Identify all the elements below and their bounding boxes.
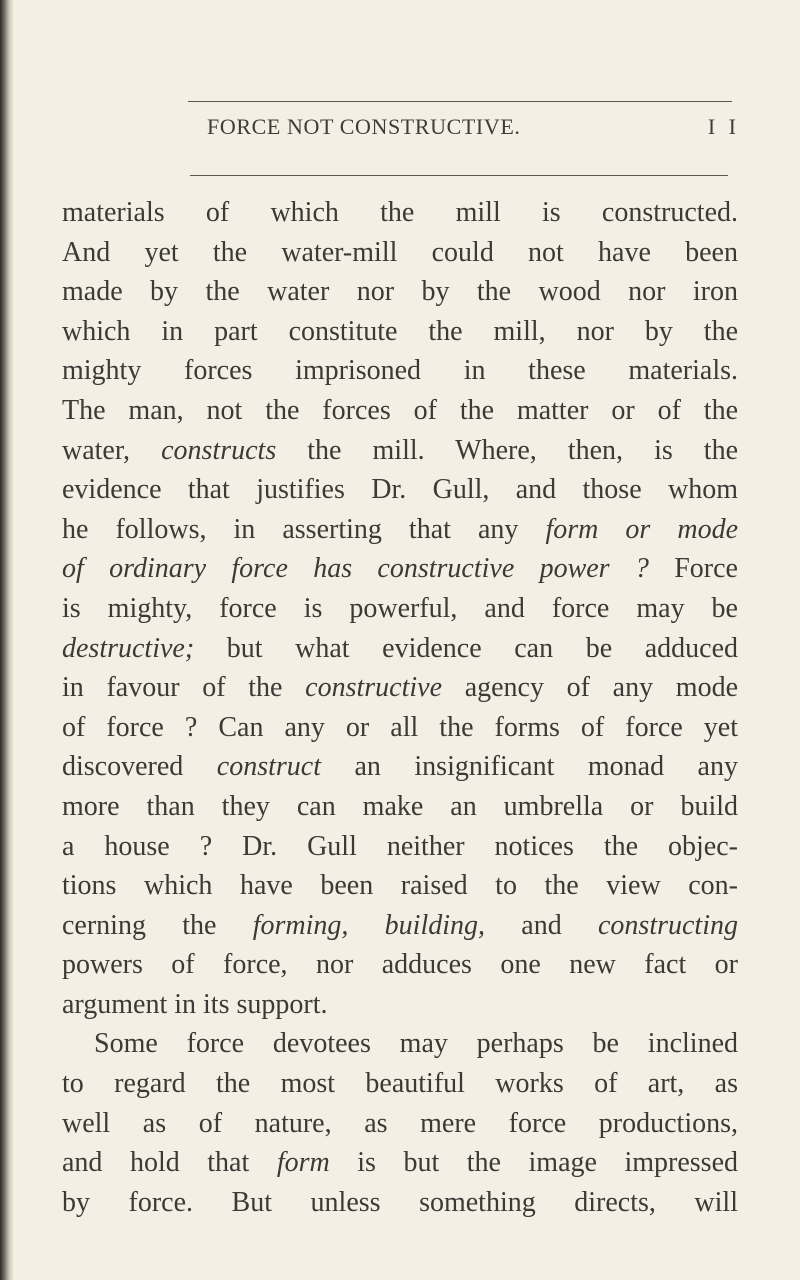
running-head <box>160 114 740 154</box>
text-line: by force. But unless something directs, will <box>62 1186 738 1218</box>
text-line: and hold that form is but the image impressed <box>62 1147 739 1179</box>
text-line: And yet the water-mill could not have been <box>62 236 738 268</box>
text-line: discovered construct an insignificant monad any <box>62 751 738 783</box>
text-line: he follows, in asserting that any form or mode <box>62 513 738 545</box>
text-line: made by the water nor by the wood nor iron <box>62 276 738 308</box>
page-number: I I <box>707 114 740 139</box>
text-line: well as of nature, as mere force productions, <box>62 1107 738 1139</box>
text-line: water, constructs the mill. Where, then, is the <box>62 434 739 466</box>
text-line: The man, not the forces of the matter or of the <box>62 394 738 426</box>
body-text <box>62 193 738 1222</box>
text-line: materials of which the mill is constructed. <box>62 197 738 228</box>
text-line-paragraph-end: argument in its support. <box>62 988 328 1020</box>
running-head-title: FORCE NOT CONSTRUCTIVE. <box>207 114 521 139</box>
text-line: mighty forces imprisoned in these materials. <box>62 355 738 387</box>
text-line: more than they can make an umbrella or build <box>62 790 738 822</box>
text-line: evidence that justifies Dr. Gull, and those whom <box>62 474 738 506</box>
text-line: tions which have been raised to the view con- <box>62 870 738 902</box>
text-line: cerning the forming, building, and constructing <box>62 909 738 941</box>
text-line: in favour of the constructive agency of any mode <box>62 672 738 704</box>
header-rule-top <box>188 101 732 102</box>
text-line: of force ? Can any or all the forms of force yet <box>62 711 738 743</box>
text-line: destructive; but what evidence can be adduced <box>62 632 738 664</box>
text-line: powers of force, nor adduces one new fact or <box>62 949 738 981</box>
text-line: is mighty, force is powerful, and force may be <box>62 592 738 624</box>
text-line: a house ? Dr. Gull neither notices the objec- <box>62 830 738 862</box>
book-spine-shadow <box>0 0 14 1280</box>
text-line: which in part constitute the mill, nor by the <box>62 315 738 347</box>
text-line-paragraph-start: Some force devotees may perhaps be inclined <box>94 1028 738 1060</box>
text-line: to regard the most beautiful works of art, as <box>62 1068 738 1100</box>
header-rule-bottom <box>190 175 728 176</box>
text-line: of ordinary force has constructive power ? Force <box>62 553 738 585</box>
